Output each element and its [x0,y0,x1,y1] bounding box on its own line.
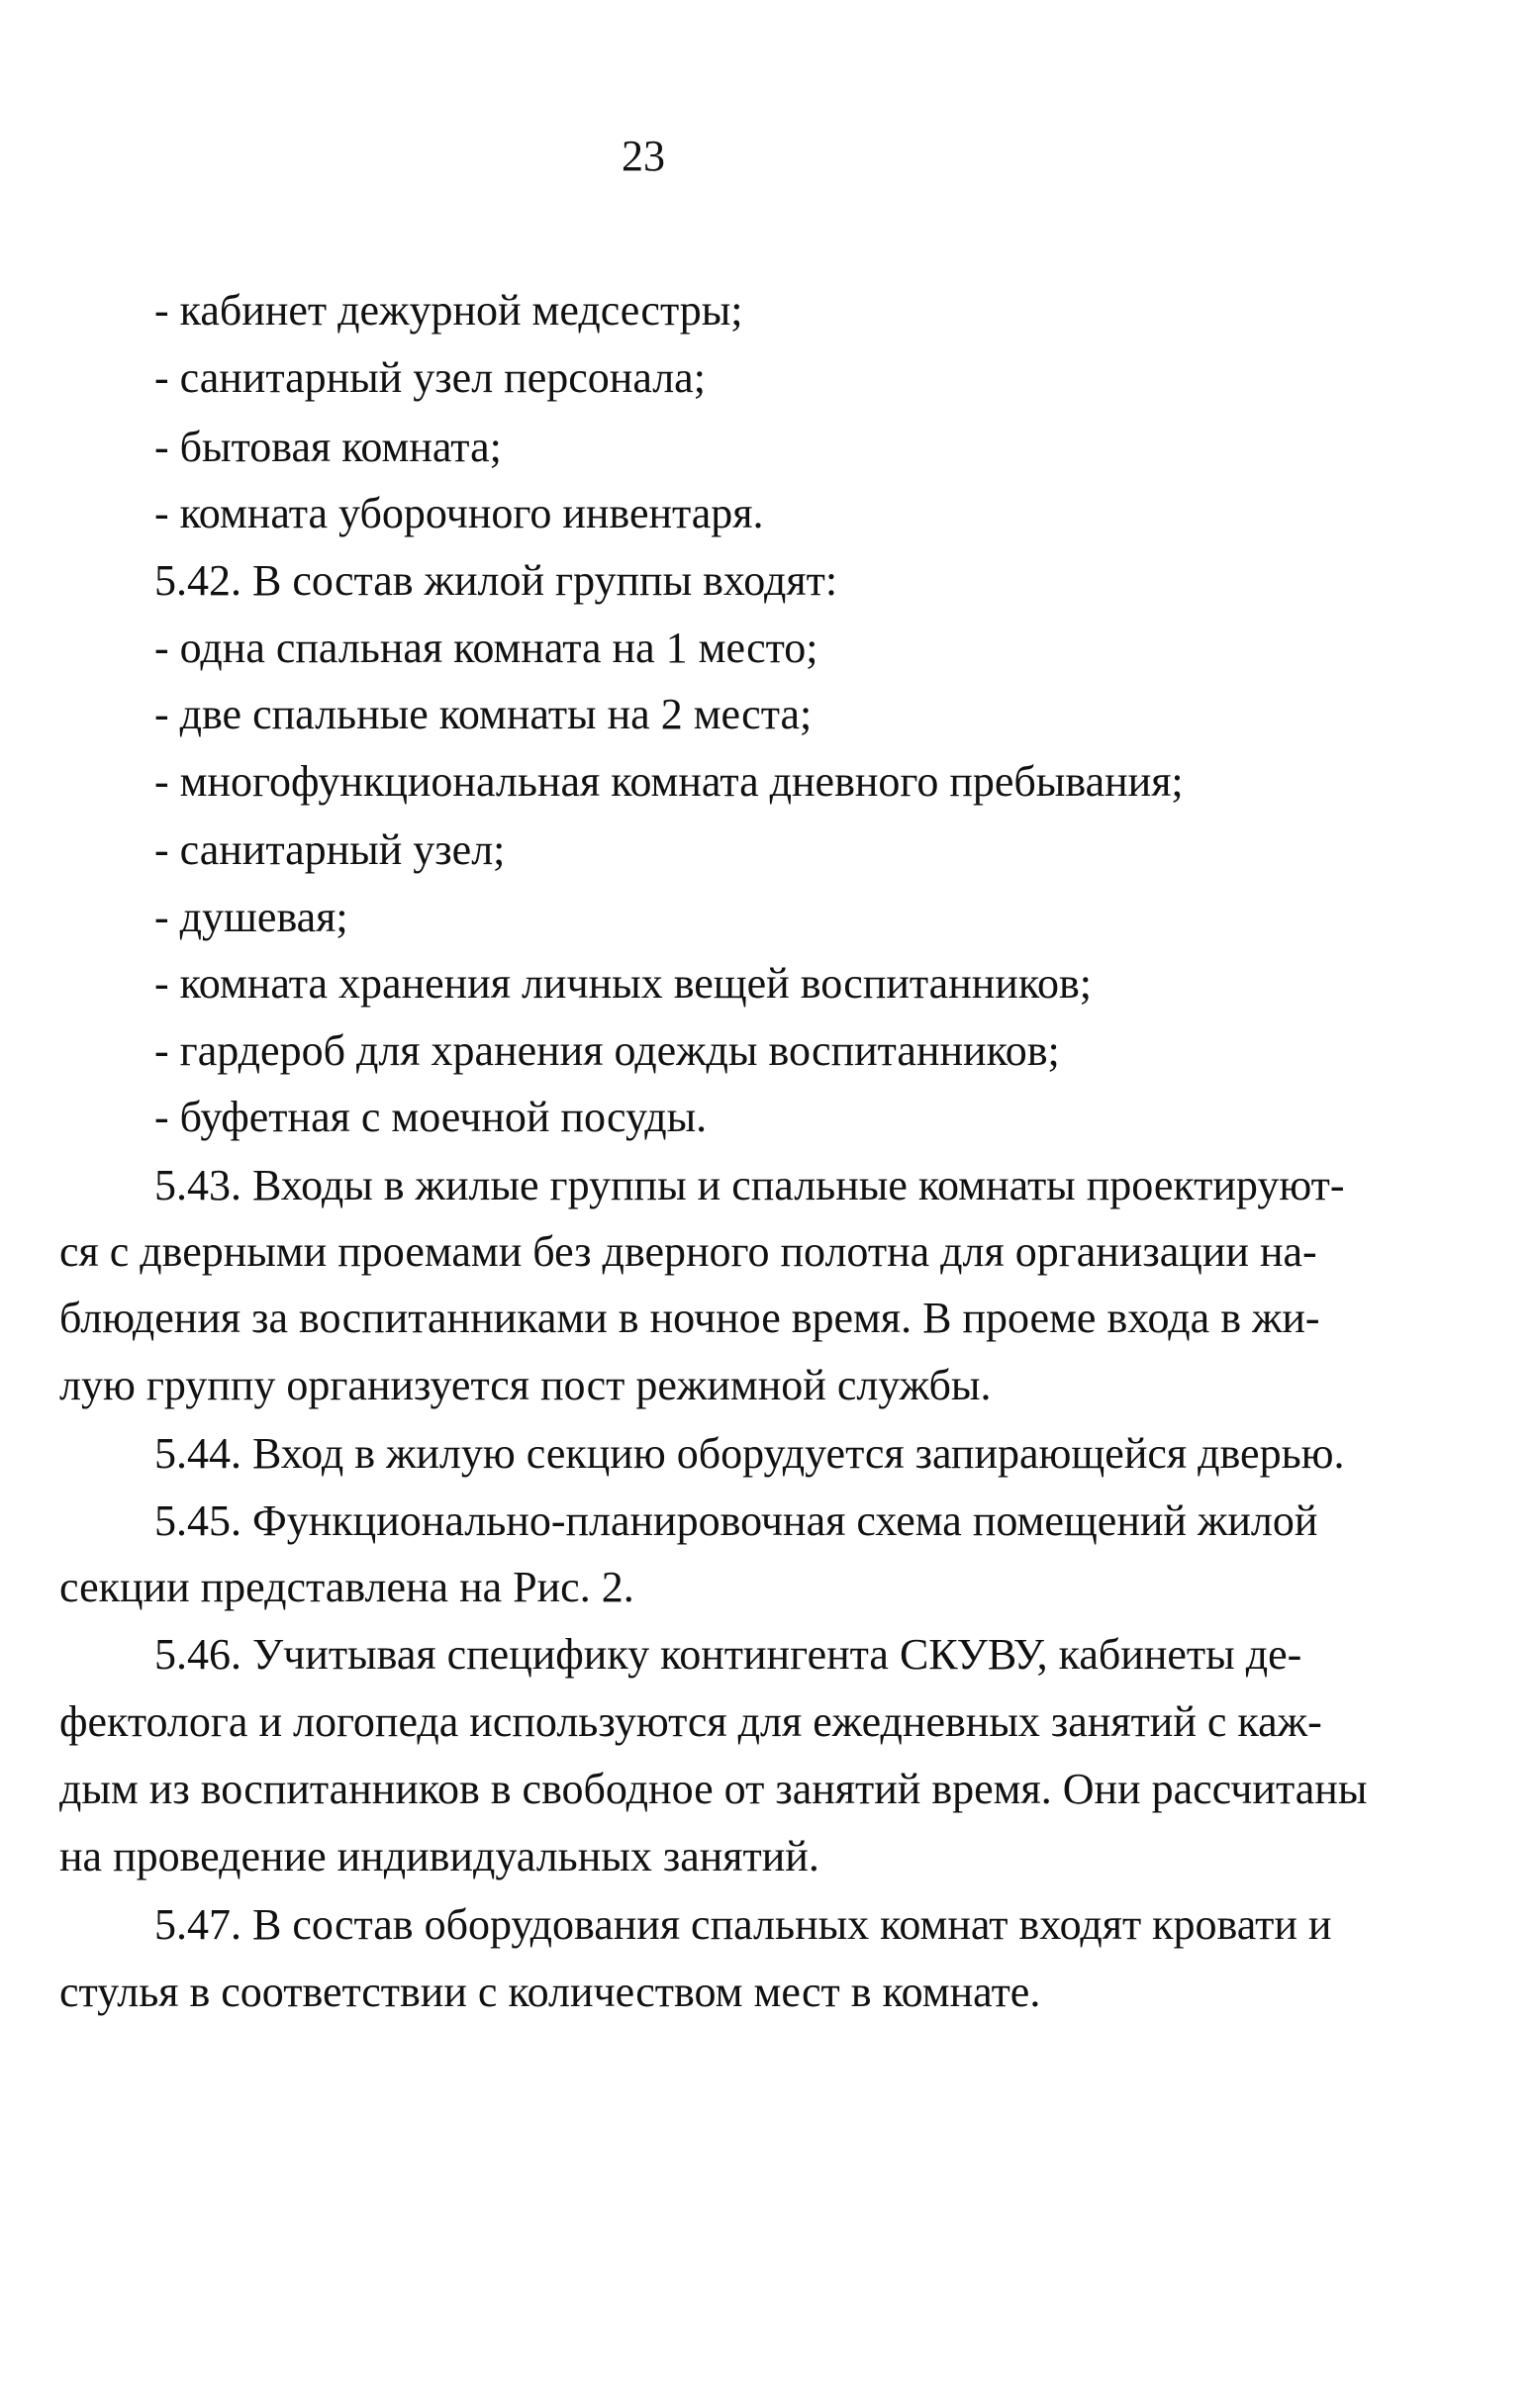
section-heading: 5.42. В состав жилой группы входят: [154,556,838,605]
list-item: - кабинет дежурной медсестры; [154,286,743,335]
paragraph-line: блюдения за воспитанниками в ночное время. В проеме входа в жи- [59,1294,1320,1342]
paragraph-line: секции представлена на Рис. 2. [59,1563,634,1611]
paragraph-line: лую группу организуется пост режимной службы. [59,1361,992,1409]
list-item: - санитарный узел; [154,825,506,874]
paragraph-line: 5.43. Входы в жилые группы и спальные комнаты проектируют- [154,1161,1345,1209]
paragraph-line: 5.47. В состав оборудования спальных комнат входят кровати и [154,1900,1332,1949]
paragraph-line: стулья в соответствии с количеством мест в комнате. [59,1968,1041,2016]
list-item: - одна спальная комната на 1 место; [154,624,818,672]
list-item: - гардероб для хранения одежды воспитанников; [154,1026,1060,1075]
paragraph-line: ся с дверными проемами без дверного полотна для организации на- [59,1227,1317,1276]
paragraph-line: 5.44. Вход в жилую секцию оборудуется запирающейся дверью. [154,1429,1345,1478]
list-item: - многофункциональная комната дневного пребывания; [154,757,1184,806]
list-item: - две спальные комнаты на 2 места; [154,690,813,738]
page-number: 23 [622,132,665,180]
paragraph-line: дым из воспитанников в свободное от занятий время. Они рассчитаны [59,1765,1368,1813]
paragraph-line: 5.46. Учитывая специфику контингента СКУВУ, кабинеты де- [154,1630,1302,1679]
paragraph-line: 5.45. Функционально-планировочная схема помещений жилой [154,1496,1318,1545]
list-item: - душевая; [154,893,348,941]
list-item: - буфетная с моечной посуды. [154,1093,708,1141]
list-item: - бытовая комната; [154,423,502,471]
list-item: - комната уборочного инвентаря. [154,489,764,537]
paragraph-line: на проведение индивидуальных занятий. [59,1832,819,1880]
paragraph-line: фектолога и логопеда используются для ежедневных занятий с каж- [59,1697,1322,1746]
list-item: - комната хранения личных вещей воспитанников; [154,959,1092,1008]
list-item: - санитарный узел персонала; [154,353,706,402]
